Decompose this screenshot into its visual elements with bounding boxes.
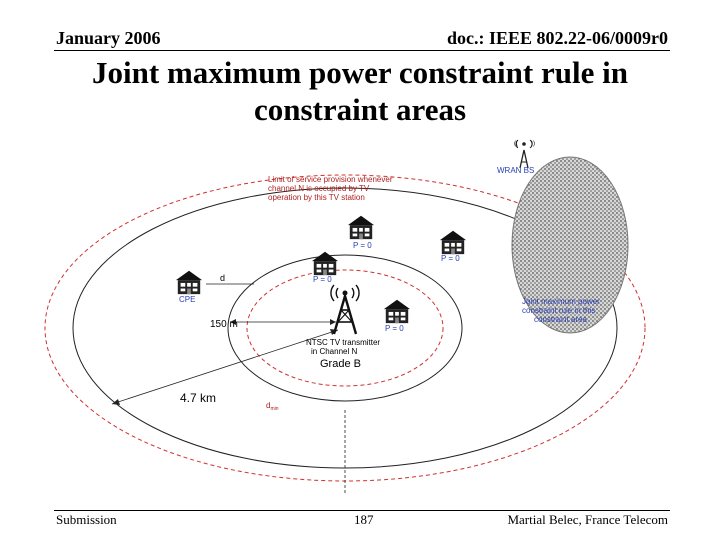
joint-rule-line-2: constraint rule in this [522, 306, 596, 315]
cpe-label: CPE [179, 295, 196, 304]
tv-transmitter-tower-icon [331, 285, 359, 334]
svg-text:((: (( [514, 141, 518, 147]
dmin-label [266, 401, 279, 412]
joint-rule-line-3: constraint area [534, 315, 587, 324]
dmin-label-main: d [266, 401, 271, 410]
dmin-label-sub: min [270, 406, 279, 412]
wran-bs-tower-icon [514, 140, 535, 168]
radius-4-7km-arrow [112, 330, 338, 404]
service-limit-line-3: operation by this TV station [268, 193, 365, 202]
house-icon-near-tower [384, 300, 410, 323]
slide-title-line-1: Joint maximum power constraint rule in [92, 55, 628, 90]
power-label-inner: P = 0 [313, 275, 332, 284]
radius-150m-label: 150 m [210, 319, 238, 330]
header-date: January 2006 [56, 28, 161, 48]
service-limit-line-2: channel N is occupied by TV [268, 184, 370, 193]
wran-bs-label: WRAN BS [497, 166, 535, 175]
cpe-house-icon [176, 271, 202, 294]
tv-transmitter-label [306, 338, 380, 356]
footer-divider [54, 510, 670, 511]
joint-rule-line-1: Joint maximum power [522, 297, 600, 306]
inner-solid-circle [228, 255, 462, 401]
radius-4-7km-label: 4.7 km [180, 391, 217, 405]
footer-page-number: 187 [354, 512, 374, 527]
footer-author: Martial Belec, France Telecom [507, 512, 668, 527]
grade-b-label: Grade B [320, 358, 361, 370]
svg-text:)): )) [531, 141, 535, 147]
footer-submission: Submission [56, 512, 117, 527]
house-icon-top [348, 216, 374, 239]
header-doc-id: doc.: IEEE 802.22-06/0009r0 [446, 28, 668, 48]
power-label-near-tower: P = 0 [385, 324, 404, 333]
service-limit-line-1: Limit of service provision whenever [268, 175, 393, 184]
slide-title-line-2: constraint areas [253, 92, 467, 127]
distance-d-label: d [220, 273, 226, 283]
house-icon-right [440, 231, 466, 254]
power-label-right: P = 0 [441, 254, 460, 263]
power-label-top: P = 0 [353, 241, 372, 250]
tv-transmitter-line-2: in Channel N [311, 347, 358, 356]
tv-transmitter-line-1: NTSC TV transmitter [306, 338, 381, 347]
